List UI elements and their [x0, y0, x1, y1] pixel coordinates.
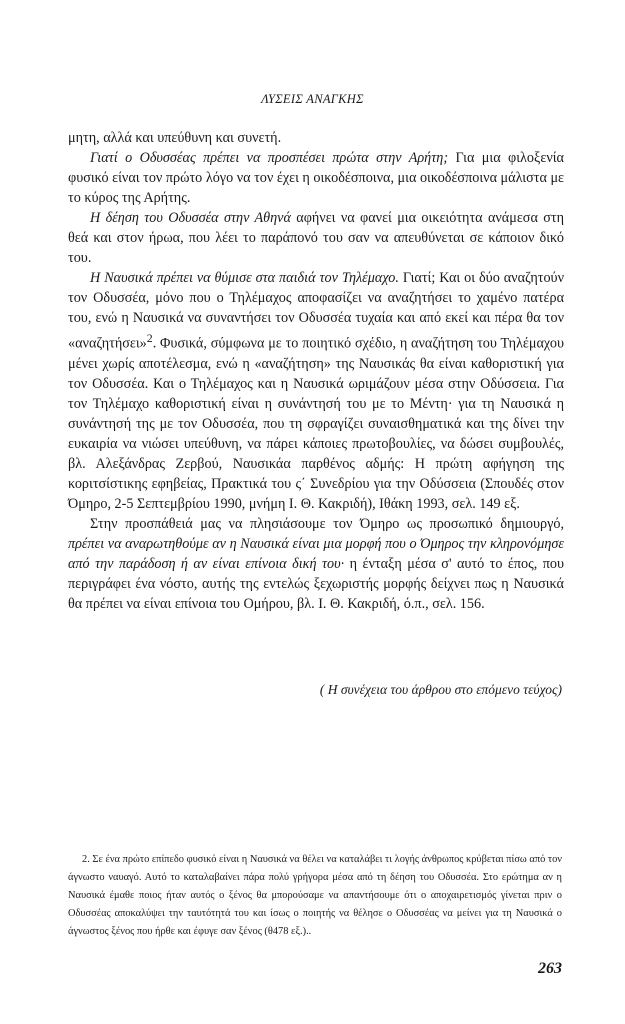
- paragraph-4: [68, 268, 564, 514]
- paragraph-2: [68, 148, 564, 208]
- paragraph-1-text: μητη, αλλά και υπεύθυνη και συνετή.: [68, 130, 282, 146]
- paragraph-1: [68, 128, 564, 148]
- running-head: ΛΥΣΕΙΣ ΑΝΑΓΚΗΣ: [261, 92, 364, 106]
- article-body: [68, 128, 564, 614]
- page-number: 263: [538, 960, 562, 977]
- paragraph-3-text: αφήνει να φανεί μια οικειότητα ανάμεσα στη θεά και στον ήρωα, που λέει το παράπονό του σαν να απευθύνεται σε κάποιον δικό του.: [68, 210, 564, 266]
- paragraph-5-start: Στην προσπάθειά μας να πλησιάσουμε τον Όμηρο ως προσωπικό δημιουργό,: [90, 515, 564, 532]
- paragraph-5-text: η ένταξη μέσα σ' αυτό το έπος, που περιγράφει ένα νόστο, αυτής της εντελώς ξεχωριστής μορφής δείχνει πως η Ναυσικά θα πρέπει να είναι επίνοια του Ομήρου, βλ. Ι. Θ. Κακριδή, ό.π., σελ. 156.: [68, 555, 564, 612]
- continuation-note: ( Η συνέχεια του άρθρου στο επόμενο τεύχος): [319, 682, 562, 697]
- paragraph-5: [68, 514, 564, 614]
- paragraph-4-text-a: Γιατί; Και οι δύο αναζητούν τον Οδυσσέα, μόνο που ο Τηλέμαχος αποφασίζει να αναζητήσει το χαμένο πατέρα του, ενώ η Ναυσικά να συναντήσει τον Οδυσσέα τυχαία και από εκεί και πέρα θα τον «αναζητήσει»: [68, 270, 565, 352]
- paragraph-2-italic: Γιατί ο Οδυσσέας πρέπει να προσπέσει πρώτα στην Αρήτη;: [90, 150, 449, 166]
- paragraph-4-italic: Η Ναυσικά πρέπει να θύμισε στα παιδιά τον Τηλέμαχο.: [90, 270, 399, 286]
- footnote-text: 2. Σε ένα πρώτο επίπεδο φυσικό είναι η Ναυσικά να θέλει να καταλάβει τι λογής άνθρωπος κρύβεται πίσω από τον άγνωστο ναυαγό. Αυτό το καταλαβαίνει πάρα πολύ γρήγορα μέσα από τη δέηση του Οδυσσέα. Στο ερώτημα αν η Ναυσικά έμαθε ποιος ήταν αυτός ο ξένος θα μπορούσαμε να απαντήσουμε ότι ο αποχαιρετισμός γίνεται πριν ο Οδυσσέας αποκαλύψει την ταυτότητά του και ίσως ο ποιητής να θέλησε ο Οδυσσέας να μείνει για τη Ναυσικά ο άγνωστος ξένος που ήρθε και έφυγε σαν ξένος (θ478 εξ.)..: [68, 854, 562, 937]
- paragraph-3: [68, 208, 564, 268]
- paragraph-2-text: Για μια φιλοξενία φυσικό είναι τον πρώτο λόγο να τον έχει η οικοδέσποινα, μια οικοδέσποινα μάλιστα με το κύρος της Αρήτης.: [68, 150, 565, 206]
- paragraph-3-italic: Η δέηση του Οδυσσέα στην Αθηνά: [90, 210, 291, 226]
- paragraph-5-italic: πρέπει να αναρωτηθούμε αν η Ναυσικά είναι μια μορφή που ο Όμηρος την κληρονόμησε από την παράδοση ή αν είναι επίνοια δική του·: [68, 535, 564, 572]
- footnote: [68, 851, 562, 941]
- paragraph-4-text-b: . Φυσικά, σύμφωνα με το ποιητικό σχέδιο, η αναζήτηση του Τηλέμαχου μένει χωρίς αποτέλεσμα, ενώ η «αναζήτηση» της Ναυσικάς θα είναι καθοριστική για τον Οδυσσέα. Και ο Τηλέμαχος και η Ναυσικά ωριμάζουν μέσα στην Οδύσσεια. Για τον Τηλέμαχο καθοριστική είναι η συνάντησή του με το Μέντη· για τη Ναυσικά η συνάντησή της με τον Οδυσσέα, που τη σφραγίζει συναισθηματικά και της δίνει την ευκαιρία να νιώσει υπεύθυνη, να πάρει κάποιες πρωτοβουλίες, να δώσει συμβουλές, βλ. Αλεξάνδρας Ζερβού, Ναυσικάα παρθένος αδμής: Η πρώτη αφήγηση της κοριτσίστικης εφηβείας, Πρακτικά του ς΄ Συνεδρίου για την Οδύσσεια (Σπουδές στον Όμηρο, 2-5 Σεπτεμβρίου 1990, μνήμη Ι. Θ. Κακριδή), Ιθάκη 1993, σελ. 149 εξ.: [68, 335, 564, 512]
- footnote-reference[interactable]: 2: [146, 331, 153, 345]
